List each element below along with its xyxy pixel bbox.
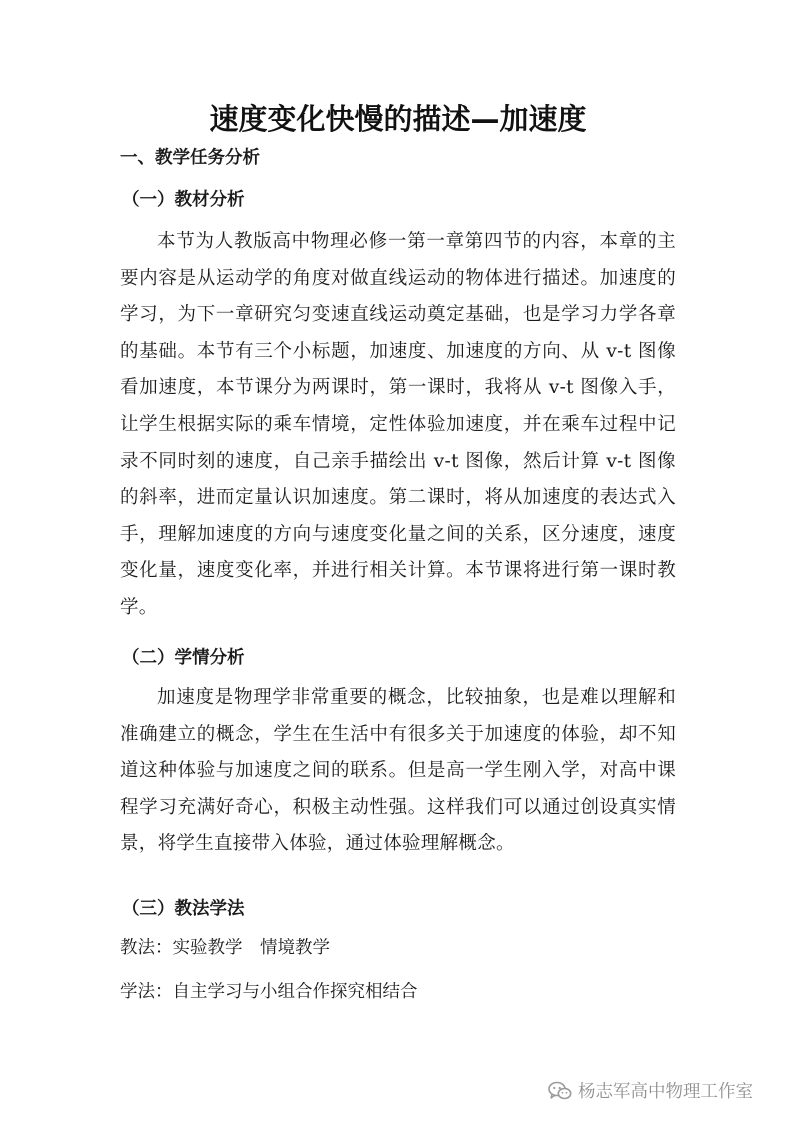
watermark-text: 杨志军高中物理工作室 xyxy=(578,1082,753,1102)
watermark xyxy=(548,1078,753,1103)
wechat-icon xyxy=(548,1081,572,1101)
learning-method-line: 学法：自主学习与小组合作探究相结合 xyxy=(120,982,418,1002)
subsection-heading-textbook-analysis: （一）教材分析 xyxy=(122,190,245,210)
subsection-heading-student-analysis: （二）学情分析 xyxy=(122,648,245,668)
paragraph-student-analysis: 加速度是物理学非常重要的概念，比较抽象，也是难以理解和准确建立的概念，学生在生活中有很多关于加速度的体验，却不知道这种体验与加速度之间的联系。但是高一学生刚入学，对高中课程学习充满好奇心，积极主动性强。这样我们可以通过创设真实情景，将学生直接带入体验，通过体验理解概念。 xyxy=(120,687,676,855)
subsection-heading-teaching-methods: （三）教法学法 xyxy=(122,899,245,919)
document-title: 速度变化快慢的描述—加速度 xyxy=(209,102,587,136)
section-heading-teaching-task-analysis: 一、教学任务分析 xyxy=(120,148,260,168)
paragraph-textbook-analysis: 本节为人教版高中物理必修一第一章第四节的内容，本章的主要内容是从运动学的角度对做直线运动的物体进行描述。加速度的学习，为下一章研究匀变速直线运动奠定基础，也是学习力学各章的基础。本节有三个小标题，加速度、加速度的方向、从 v-t 图像看加速度，本节课分为两课时，第一课时，我将从 v-t 图像入手，让学生根据实际的乘车情境，定性体验加速度，并在乘车过程中记录不同时刻的速度，自己亲手描绘出 v-t 图像，然后计算 v-t 图像的斜率，进而定量认识加速度。第二课时，将从加速度的表达式入手，理解加速度的方向与速度变化量之间的关系，区分速度，速度变化量，速度变化率，并进行相关计算。本节课将进行第一课时教学。 xyxy=(120,231,676,618)
teaching-method-line: 教法：实验教学 情境教学 xyxy=(120,938,330,958)
